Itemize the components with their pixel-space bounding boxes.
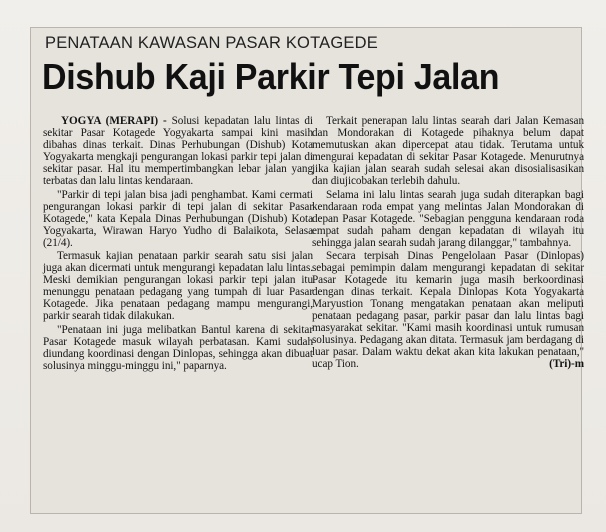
article-headline: Dishub Kaji Parkir Tepi Jalan	[42, 56, 500, 97]
article-column-left	[43, 116, 313, 375]
article-paragraph: Terkait penerapan lalu lintas searah dari Jalan Kemasan dan Mondorakan di Kotagede pihaknya belum dapat memutuskan akan dipercepat atau tidak. Terutama untuk mengurai kepadatan di sekitar Pasar Kotagede. Menurutnya jika kajian jalan searah sudah selesai akan disosialisasikan dan diujicobakan terlebih dahulu.	[312, 115, 584, 187]
article-paragraph	[43, 116, 313, 188]
article-byline: (Tri)-m	[549, 358, 584, 371]
article-paragraph-text: Solusi kepadatan lalu lintas di sekitar Pasar Kotagede Yogyakarta sampai kini masih dibahas dinas terkait. Dinas Perhubungan (Dishub) Kota Yogyakarta mengkaji pengurangan lokasi parkir tepi jalan di sekitar pasar. Hal itu mempertimbangkan lebar jalan yang terbatas dan lalu lintas kendaraan.	[43, 115, 313, 187]
article-paragraph: "Penataan ini juga melibatkan Bantul karena di sekitar Pasar Kotagede masuk wilayah perbatasan. Kami sudah diundang koordinasi dengan Dinlopas, sehingga akan dibuat solusinya minggu-minggu ini," paparnya.	[43, 324, 313, 373]
article-paragraph	[312, 251, 584, 371]
article-kicker: PENATAAN KAWASAN PASAR KOTAGEDE	[45, 34, 378, 52]
article-dateline: YOGYA (MERAPI) -	[61, 115, 167, 127]
article-paragraph-text: Secara terpisah Dinas Pengelolaan Pasar (Dinlopas) sebagai pemimpin dalam mengurangi kepadatan di sekitar Pasar Kotagede itu kemarin juga masih berkoordinasi dengan dinas terkait. Kepala Dinlopas Kota Yogyakarta Maryustion Tonang mengatakan penataan akan meliputi penataan pedagang pasar, parkir pasar dan lalu lintas bagi masyarakat sekitar. "Kami masih koordinasi untuk rumusan solusinya. Pedagang akan ditata. Termasuk jam berdagang di luar pasar. Dalam waktu dekat akan kita lakukan penataan," ucap Tion.	[312, 250, 584, 371]
article-paragraph: Selama ini lalu lintas searah juga sudah diterapkan bagi kendaraan roda empat yang melintas Jalan Mondorakan di depan Pasar Kotagede. "Sebagian pengguna kendaraan roda empat sudah paham dengan kepadatan di wilayah itu sehingga jalan searah sudah jarang dilanggar," tambahnya.	[312, 188, 584, 249]
article-column-right	[312, 116, 584, 373]
article-paragraph: "Parkir di tepi jalan bisa jadi penghambat. Kami cermati pengurangan lokasi parkir di tepi jalan di sekitar Pasar Kotagede," kata Kepala Dinas Perhubungan (Dishub) Kota Yogyakarta, Wirawan Haryo Yudho di Balaikota, Selasa (21/4).	[43, 188, 313, 249]
article-paragraph: Termasuk kajian penataan parkir searah satu sisi jalan juga akan dicermati untuk mengurangi kepadatan lalu lintas. Meski demikian pengurangan lokasi parkir tepi jalan itu menunggu penataan pedagang yang tumpah di luar Pasar Kotagede. Jika penataan pedagang mampu mengurangi, parkir searah tidak dilakukan.	[43, 250, 313, 323]
